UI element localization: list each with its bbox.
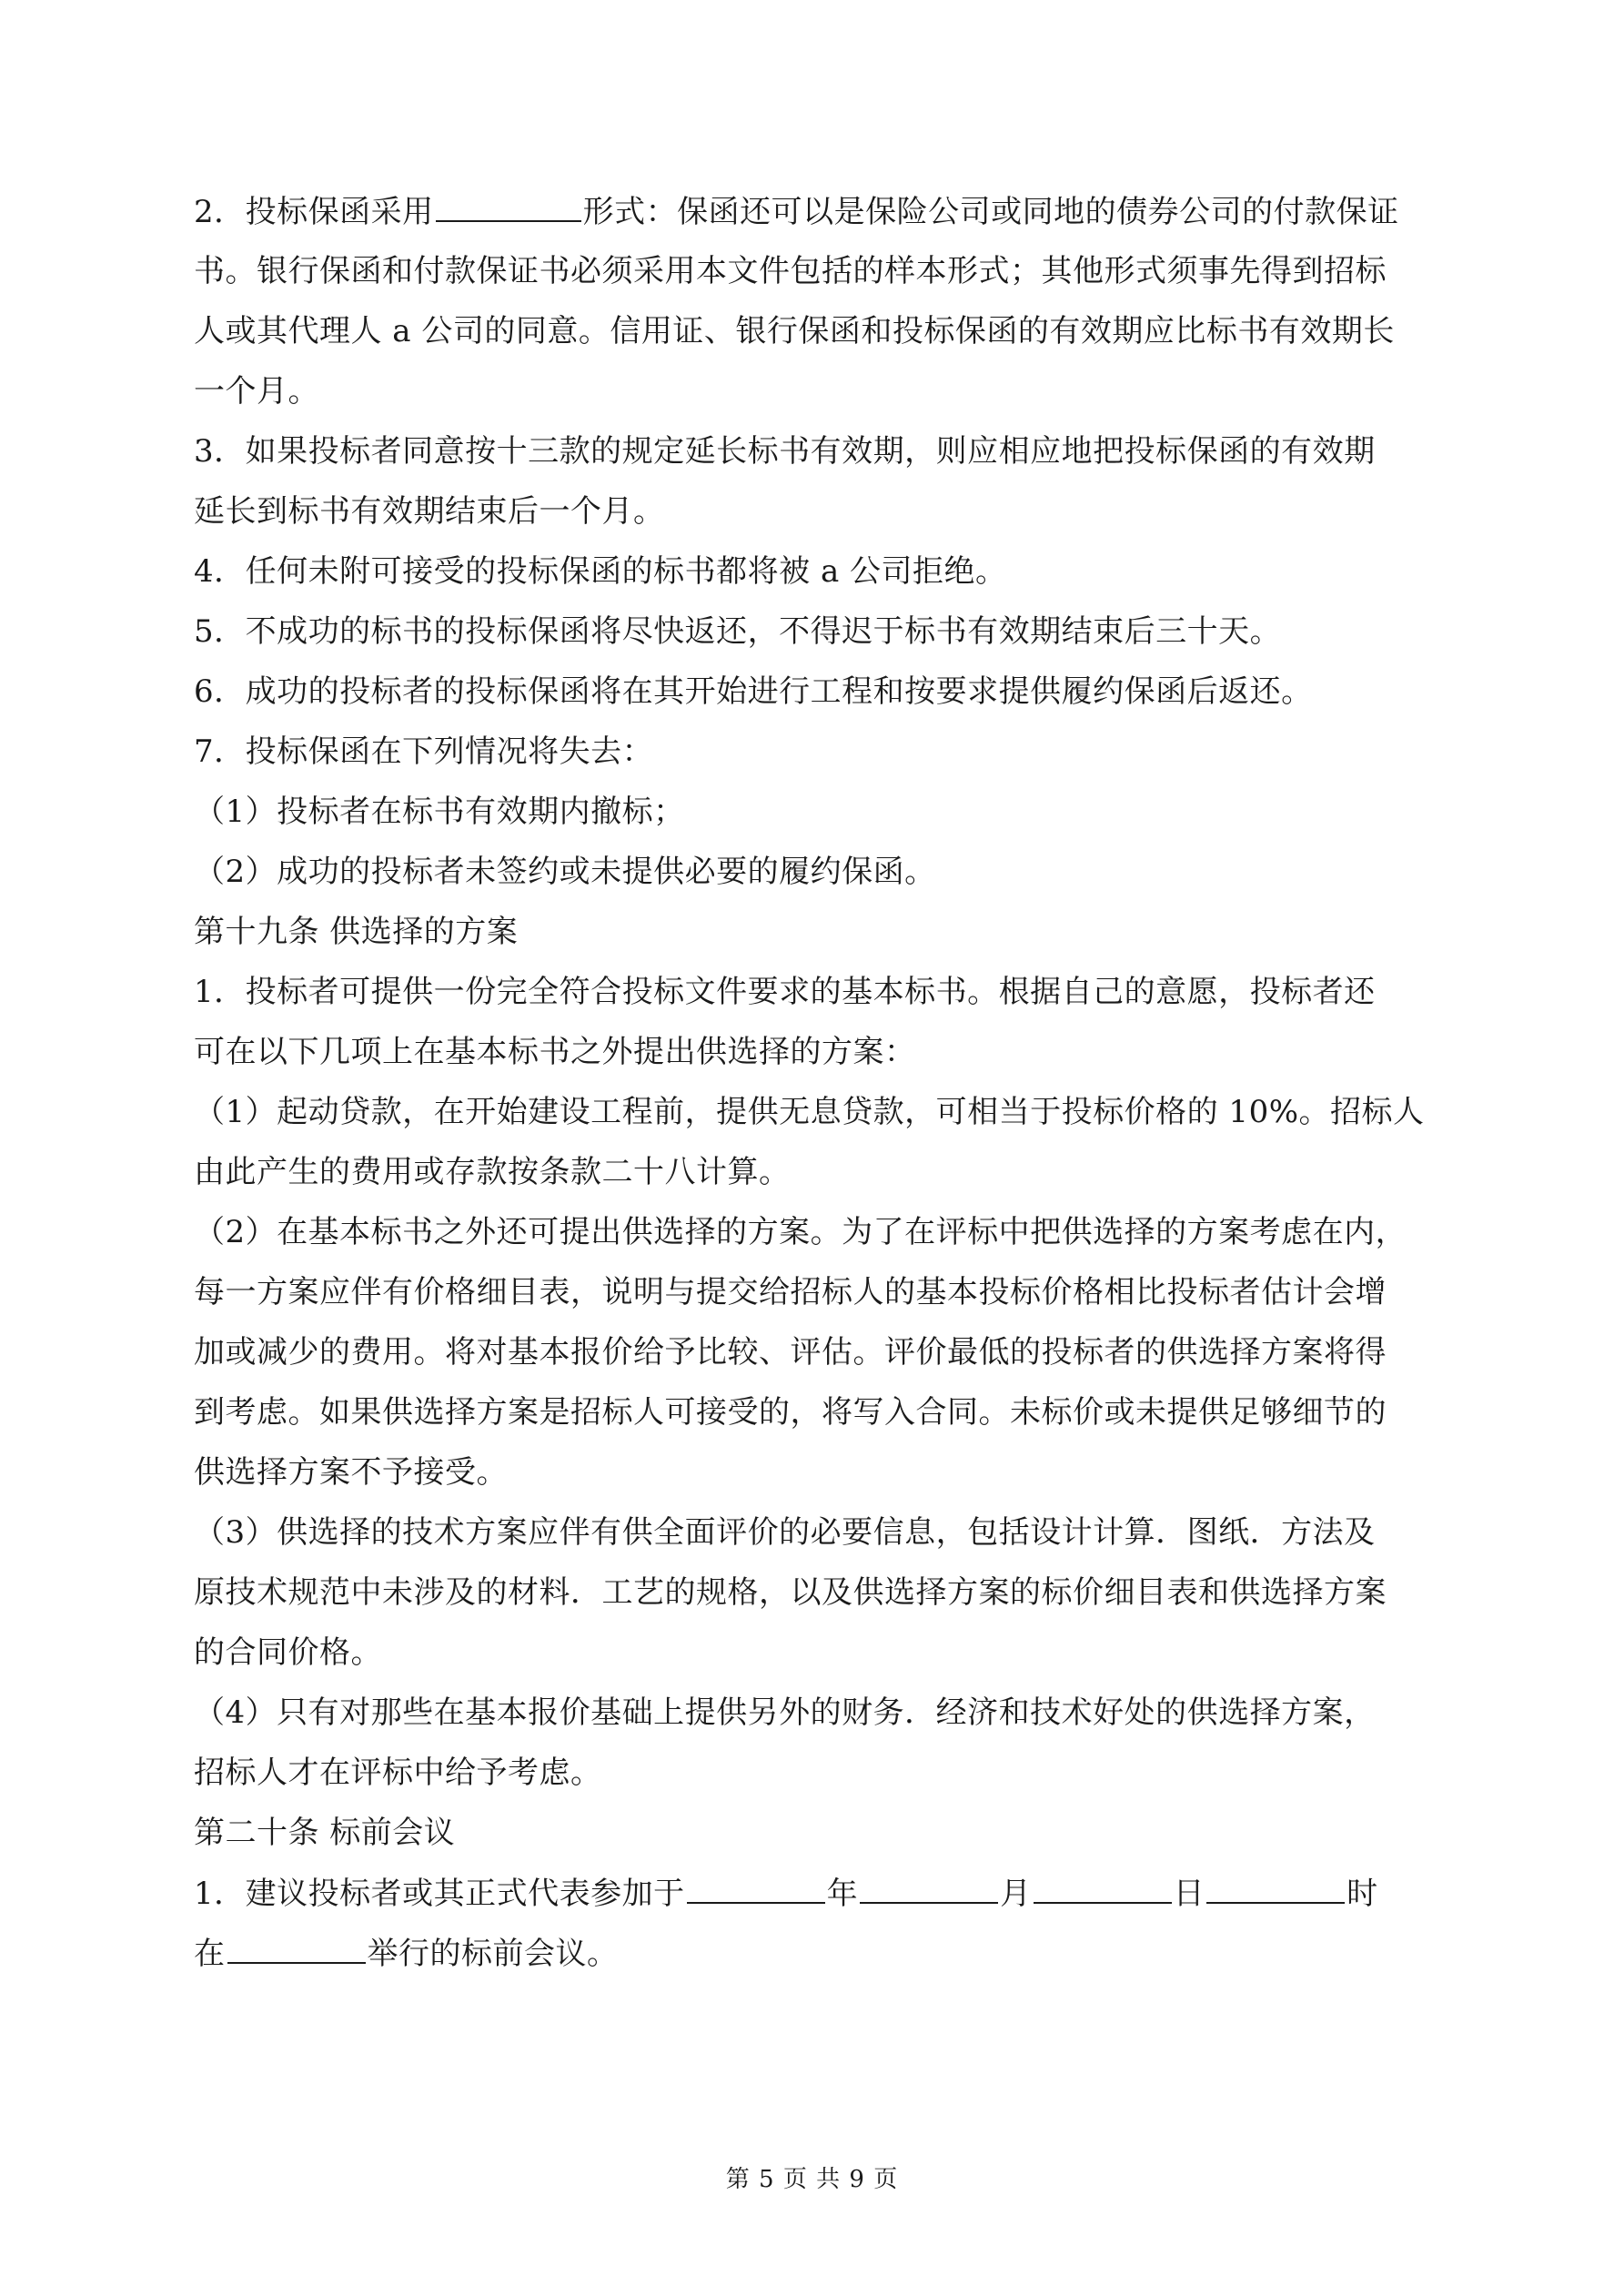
paragraph-line: 3．如果投标者同意按十三款的规定延长标书有效期，则应相应地把投标保函的有效期 [194,433,1376,470]
list-item: （1）投标者在标书有效期内撤标； [194,794,685,830]
paragraph-line: 供选择方案不予接受。 [194,1454,508,1491]
paragraph-line: 书。银行保函和付款保证书必须采用本文件包括的样本形式；其他形式须事先得到招标 [194,253,1387,289]
paragraph-line: 6．成功的投标者的投标保函将在其开始进行工程和按要求提供履约保函后返还。 [194,673,1313,710]
blank-location [227,1935,366,1964]
paragraph-line: 由此产生的费用或存款按条款二十八计算。 [194,1154,791,1190]
paragraph-line: 2．投标保函采用 形式：保函还可以是保险公司或同地的债券公司的付款保证 [194,194,1399,230]
section-heading: 第二十条 标前会议 [194,1815,456,1851]
blank-year [687,1875,825,1904]
list-item: （2）在基本标书之外还可提出供选择的方案。为了在评标中把供选择的方案考虑在内， [194,1214,1407,1250]
paragraph-line: 5．不成功的标书的投标保函将尽快返还，不得迟于标书有效期结束后三十天。 [194,613,1282,650]
paragraph-line: 人或其代理人 a 公司的同意。信用证、银行保函和投标保函的有效期应比标书有效期长 [194,313,1395,349]
paragraph-line: 每一方案应伴有价格细目表，说明与提交给招标人的基本投标价格相比投标者估计会增 [194,1274,1387,1310]
paragraph-line: 在 举行的标前会议。 [194,1936,619,1972]
paragraph-line: 招标人才在评标中给予考虑。 [194,1755,602,1791]
list-item: （4）只有对那些在基本报价基础上提供另外的财务．经济和技术好处的供选择方案， [194,1694,1376,1731]
paragraph-line: 一个月。 [194,373,319,410]
paragraph-line: 到考虑。如果供选择方案是招标人可接受的，将写入合同。未标价或未提供足够细节的 [194,1394,1387,1431]
paragraph-line: 可在以下几项上在基本标书之外提出供选择的方案： [194,1034,916,1070]
page-number-footer: 第 5 页 共 9 页 [725,2166,899,2193]
paragraph-line: 的合同价格。 [194,1634,382,1671]
section-heading: 第十九条 供选择的方案 [194,914,519,950]
paragraph-line: 原技术规范中未涉及的材料．工艺的规格，以及供选择方案的标价细目表和供选择方案 [194,1574,1387,1611]
paragraph-line: 7．投标保函在下列情况将失去： [194,733,654,770]
paragraph-line: 加或减少的费用。将对基本报价给予比较、评估。评价最低的投标者的供选择方案将得 [194,1334,1387,1371]
list-item: （3）供选择的技术方案应伴有供全面评价的必要信息，包括设计计算．图纸．方法及 [194,1514,1376,1551]
paragraph-line: 延长到标书有效期结束后一个月。 [194,493,665,530]
blank-day [1034,1875,1172,1904]
paragraph-line: 1．建议投标者或其正式代表参加于 年 月 日 时 [194,1876,1378,1912]
list-item: （2）成功的投标者未签约或未提供必要的履约保函。 [194,854,936,890]
blank-hour [1206,1875,1345,1904]
blank-month [860,1875,998,1904]
list-item: （1）起动贷款，在开始建设工程前，提供无息贷款，可相当于投标价格的 10%。招标人 [194,1094,1425,1130]
paragraph-line: 4．任何未附可接受的投标保函的标书都将被 a 公司拒绝。 [194,553,1007,590]
blank-field [436,193,581,222]
paragraph-line: 1．投标者可提供一份完全符合投标文件要求的基本标书。根据自己的意愿，投标者还 [194,974,1376,1010]
